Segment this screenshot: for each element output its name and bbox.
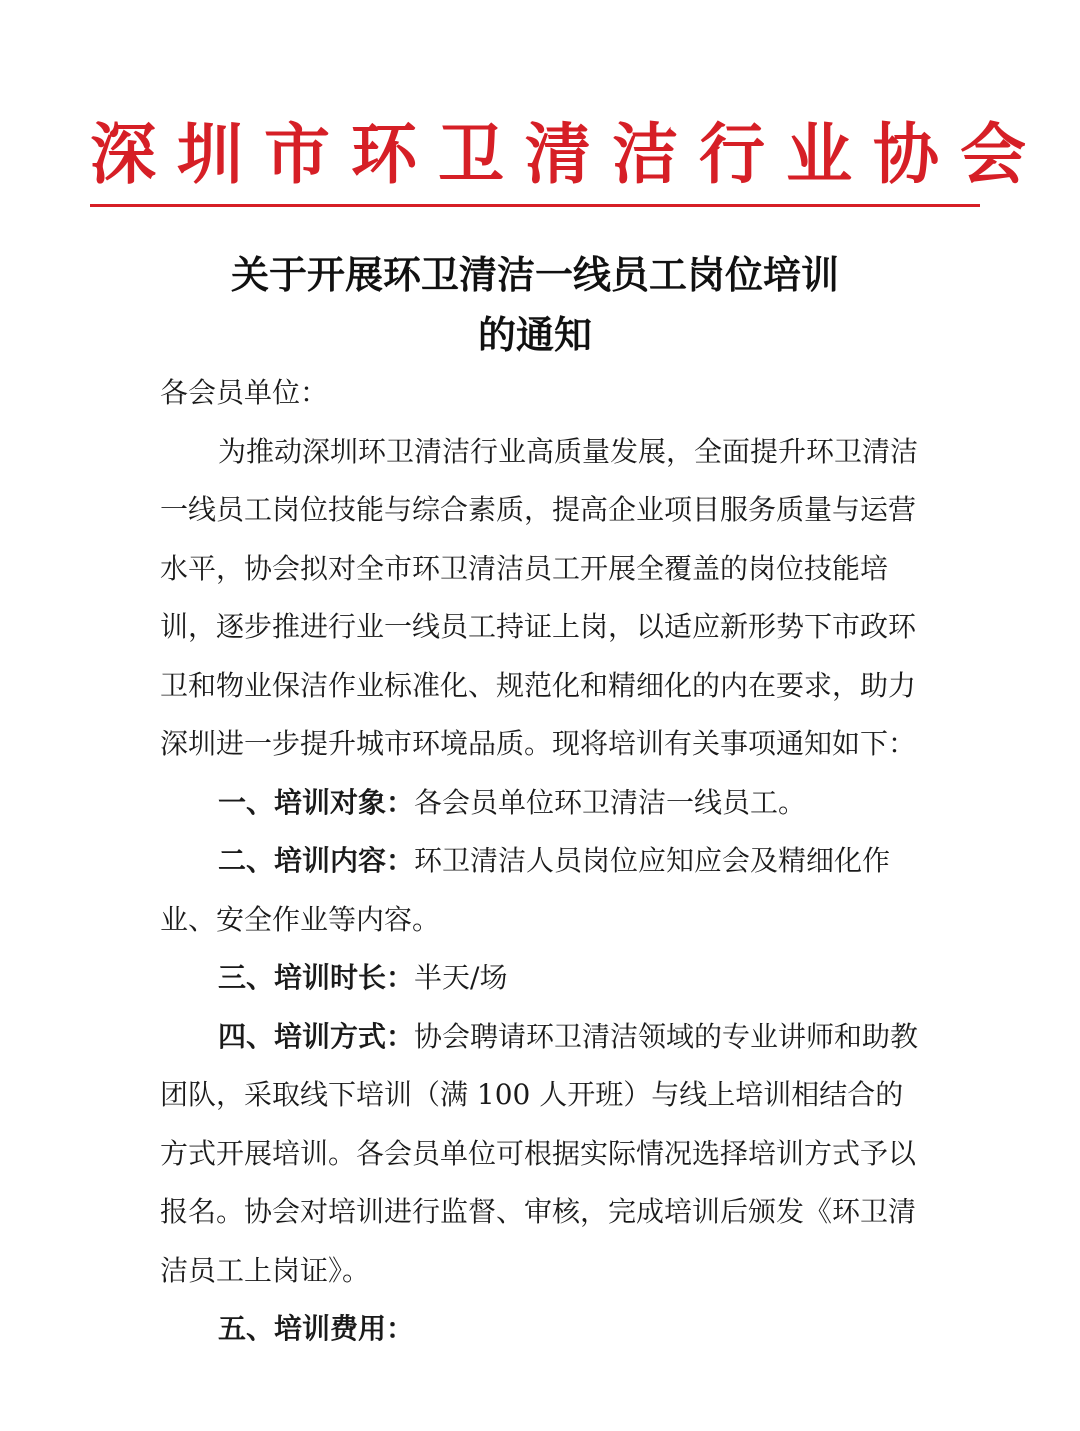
letterhead-red-rule: [90, 204, 980, 207]
section-5-paragraph: [160, 1300, 920, 1359]
section-4-text: 协会聘请环卫清洁领域的专业讲师和助教团队，采取线下培训（满 100 人开班）与线上培训相结合的方式开展培训。各会员单位可根据实际情况选择培训方式予以报名。协会对培训进行监督、审核，完成培训后颁发《环卫清洁员工上岗证》。: [160, 1019, 919, 1287]
section-1-heading: 一、培训对象：: [218, 785, 415, 819]
section-3-paragraph: [160, 949, 920, 1008]
section-4-heading: 四、培训方式：: [218, 1019, 415, 1053]
intro-paragraph: 为推动深圳环卫清洁行业高质量发展，全面提升环卫清洁一线员工岗位技能与综合素质，提高企业项目服务质量与运营水平，协会拟对全市环卫清洁员工开展全覆盖的岗位技能培训，逐步推进行业一线员工持证上岗，以适应新形势下市政环卫和物业保洁作业标准化、规范化和精细化的内在要求，助力深圳进一步提升城市环境品质。现将培训有关事项通知如下：: [160, 434, 919, 760]
section-1-text: 各会员单位环卫清洁一线员工。: [414, 785, 807, 819]
section-2-paragraph: [160, 832, 920, 949]
salutation: 各会员单位：: [160, 376, 329, 409]
document-body: [160, 364, 920, 1359]
section-4-paragraph: [160, 1008, 920, 1301]
document-title-line-1: 关于开展环卫清洁一线员工岗位培训: [230, 253, 839, 297]
section-3-heading: 三、培训时长：: [218, 961, 415, 994]
section-3-text: 半天/场: [414, 961, 508, 994]
document-title-line-2: 的通知: [477, 313, 592, 357]
section-5-heading: 五、培训费用：: [218, 1312, 415, 1345]
letterhead-org-name: 深圳市环卫清洁行业协会: [90, 115, 1047, 193]
section-2-text: 环卫清洁人员岗位应知应会及精细化作业、安全作业等内容。: [160, 844, 891, 936]
section-2-heading: 二、培训内容：: [218, 844, 415, 877]
section-1-paragraph: [160, 774, 920, 833]
